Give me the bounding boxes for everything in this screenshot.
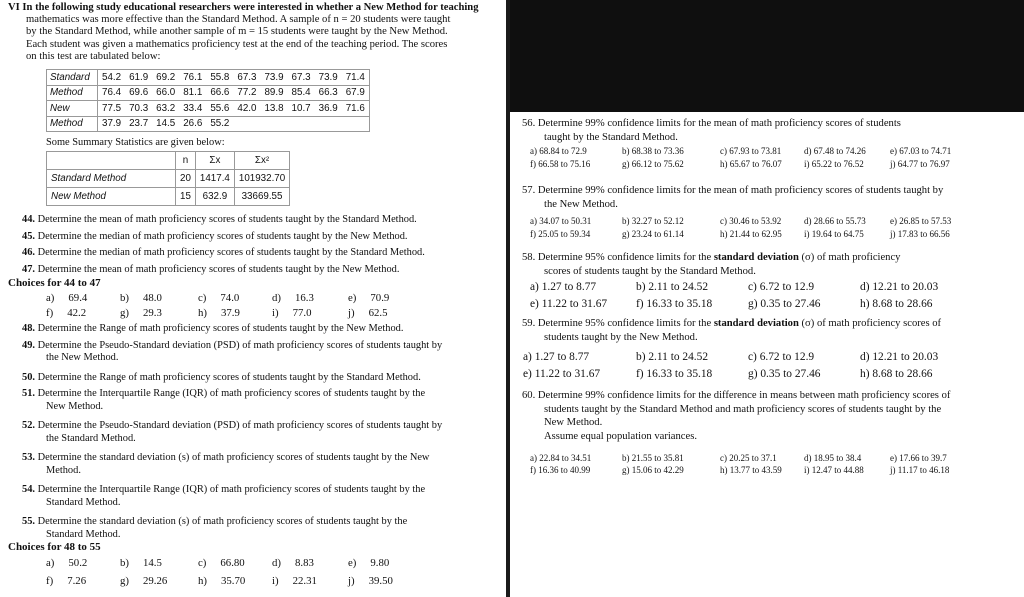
question-number: 44. [22,214,35,225]
section-title-text: VI In the following study educational researchers were interested in whether a New Method for teaching [8,2,479,13]
score-cell: 55.8 [206,70,233,86]
question-number: 45. [22,230,35,242]
intro-line: mathematics was more effective than the Standard Method. A sample of n = 20 students were taught [26,14,451,26]
score-cell: 76.1 [179,70,206,86]
score-cell: 77.5 [98,101,126,117]
answer-option: e) 17.66 to 39.7 [890,453,947,463]
question-line: 56. Determine 99% confidence limits for the mean of math proficiency scores of students [522,118,901,129]
summary-header: n [176,152,196,170]
score-cell [288,116,315,132]
score-cell: 10.7 [288,101,315,117]
score-cell: 66.3 [315,85,342,101]
score-cell: 37.9 [98,116,126,132]
choice-item [46,575,86,587]
question-continuation: Standard Method. [46,496,121,508]
score-cell: 55.6 [206,101,233,117]
answer-option: h) 8.68 to 28.66 [860,368,933,380]
answer-option: e) 11.22 to 31.67 [523,368,601,380]
question-number: 51. [22,388,35,399]
question-text [522,251,1018,278]
score-cell: 81.1 [179,85,206,101]
choice-letter: f) [46,307,54,319]
choice-value: 8.83 [295,557,314,569]
choice-letter: a) [46,557,55,569]
choice-item [272,307,312,319]
question-line: students taught by the New Method. [544,331,698,343]
question-continuation: Standard Method. [46,528,121,540]
answer-option: b) 2.11 to 24.52 [636,281,709,293]
choice-value: 22.31 [292,575,317,587]
choices-48-55-title: Choices for 48 to 55 [8,541,101,553]
question-line: 59. Determine 95% confidence limits for the standard deviation (σ) of math proficiency scores of [522,318,942,329]
choice-item [120,575,167,587]
choice-letter: h) [198,307,207,319]
choice-item [46,307,86,319]
summary-header: Σx² [234,152,289,170]
question-line: scores of students taught by the Standard Method. [544,265,756,277]
question-number: 50. [22,371,35,383]
question-line: 60. Determine 99% confidence limits for the difference in means between math proficiency scores of [522,390,951,401]
question-item: 54. Determine the Interquartile Range (IQR) of math proficiency scores of students taught by the Standard Method. [22,484,500,509]
score-cell: 13.8 [260,101,287,117]
score-cell: 23.7 [125,116,152,132]
score-cell [315,116,342,132]
score-cell: 42.0 [233,101,260,117]
answer-option: g) 23.24 to 61.14 [622,229,684,239]
question-number: 49. [22,339,35,351]
answer-option: b) 68.38 to 73.36 [622,146,684,156]
score-cell: 55.2 [206,116,233,132]
choice-item [120,292,162,304]
question-text [522,184,1018,211]
choice-item [348,575,393,587]
intro-line: by the Standard Method, while another sample of m = 15 students were taught by the New Method. [26,26,448,38]
choice-item [272,557,314,569]
choice-letter: g) [120,575,129,587]
answer-option: f) 66.58 to 75.16 [530,159,591,169]
summary-sum-x: 632.9 [195,188,234,206]
summary-sum-x2: 101932.70 [234,170,289,188]
choice-item [198,292,239,304]
scores-row [47,116,370,132]
choice-value: 42.2 [67,307,87,319]
answer-option: a) 22.84 to 34.51 [530,453,592,463]
choice-value: 77.0 [292,307,312,319]
choice-letter: c) [198,557,207,569]
question-text [522,117,1018,144]
choice-item [198,307,240,319]
question-line: the New Method. [544,198,618,210]
summary-row-label: Standard Method [47,170,176,188]
scores-row [47,70,370,86]
score-cell [342,116,370,132]
choice-item [198,557,245,569]
question-item: 46. Determine the median of math proficiency scores of students taught by the Standard Method. [22,247,425,258]
answer-option: h) 21.44 to 62.95 [720,229,782,239]
answer-option: a) 68.84 to 72.9 [530,146,587,156]
choice-letter: d) [272,557,281,569]
emphasis: standard deviation [713,252,799,263]
choice-letter: e) [348,557,357,569]
choice-letter: g) [120,307,129,319]
answer-option: f) 16.33 to 35.18 [636,298,713,310]
answer-option: b) 21.55 to 35.81 [622,453,684,463]
intro-lines [8,14,498,63]
summary-sum-x2: 33669.55 [234,188,289,206]
answer-option: i) 19.64 to 64.75 [804,229,864,239]
choice-item [272,575,317,587]
row-label: New [47,101,98,117]
answer-option: c) 6.72 to 12.9 [748,281,815,293]
score-cell: 69.6 [125,85,152,101]
answer-option: g) 66.12 to 75.62 [622,159,684,169]
question-text [522,389,1018,443]
dark-background-area [510,0,1024,112]
score-cell: 54.2 [98,70,126,86]
left-page [0,0,506,597]
question-line: New Method. [544,417,603,428]
choice-value: 62.5 [368,307,388,319]
answer-option: g) 0.35 to 27.46 [748,298,821,310]
question-line: 57. Determine 99% confidence limits for the mean of math proficiency scores of students taught by [522,185,944,196]
answer-option: g) 0.35 to 27.46 [748,368,821,380]
answer-option: j) 17.83 to 66.56 [890,229,950,239]
score-cell: 67.3 [233,70,260,86]
scores-row [47,101,370,117]
answer-option: f) 16.33 to 35.18 [636,368,713,380]
score-cell: 67.9 [342,85,370,101]
answer-option: b) 2.11 to 24.52 [636,351,709,363]
answer-option: b) 32.27 to 52.12 [622,216,684,226]
score-cell: 76.4 [98,85,126,101]
emphasis: standard deviation [713,318,799,329]
choices-44-47-title: Choices for 44 to 47 [8,277,101,289]
score-cell: 73.9 [260,70,287,86]
row-label: Method [47,116,98,132]
choice-letter: f) [46,575,54,587]
score-cell: 89.9 [260,85,287,101]
question-number: 52. [22,420,35,431]
question-number: 47. [22,263,35,275]
score-cell: 61.9 [125,70,152,86]
answer-option: f) 16.36 to 40.99 [530,465,591,475]
answer-option: c) 30.46 to 53.92 [720,216,782,226]
score-cell: 70.3 [125,101,152,117]
question-continuation: the New Method. [46,352,119,363]
choice-value: 39.50 [368,575,393,587]
answer-option: j) 11.17 to 46.18 [890,465,950,475]
question-continuation: New Method. [46,400,104,412]
question-item: 49. Determine the Pseudo-Standard deviation (PSD) of math proficiency scores of students taught by the New Method. [22,340,500,365]
question-number: 48. [22,323,35,334]
choice-value: 37.9 [221,307,240,319]
choice-letter: d) [272,292,281,304]
choice-letter: i) [272,307,279,319]
score-cell: 63.2 [152,101,179,117]
choice-value: 16.3 [295,292,314,304]
intro-paragraph [8,2,498,63]
question-line: taught by the Standard Method. [544,131,678,143]
answer-option: e) 67.03 to 74.71 [890,146,952,156]
choice-value: 70.9 [370,292,390,304]
question-item: 51. Determine the Interquartile Range (IQR) of math proficiency scores of students taught by the New Method. [22,388,500,413]
score-cell: 67.3 [288,70,315,86]
choice-item [46,292,87,304]
question-item: 50. Determine the Range of math proficiency scores of students taught by the Standard Method. [22,371,421,383]
scores-row [47,85,370,101]
summary-row-label: New Method [47,188,176,206]
choice-letter: a) [46,292,55,304]
question-number: 55. [22,516,35,527]
question-text [522,317,1018,344]
choice-value: 50.2 [68,557,88,569]
question-line: 58. Determine 95% confidence limits for the standard deviation (σ) of math proficiency [522,252,901,263]
choice-item [198,575,245,587]
answer-option: a) 34.07 to 50.31 [530,216,592,226]
summary-n: 15 [176,188,196,206]
choice-item [46,557,87,569]
choice-item [120,307,162,319]
question-item: 55. Determine the standard deviation (s) of math proficiency scores of students taught by the Standard Method. [22,516,500,541]
choice-letter: j) [348,575,355,587]
summary-n: 20 [176,170,196,188]
score-cell [260,116,287,132]
section-title [8,2,498,14]
answer-option: h) 13.77 to 43.59 [720,465,782,475]
summary-statistics-table [46,151,290,206]
score-cell: 66.6 [206,85,233,101]
choice-value: 29.26 [143,575,168,587]
question-number: 53. [22,452,35,463]
choice-item [120,557,162,569]
question-item: 48. Determine the Range of math proficiency scores of students taught by the New Method. [22,323,404,334]
summary-sum-x: 1417.4 [195,170,234,188]
intro-line: on this test are tabulated below: [26,50,161,62]
choice-value: 69.4 [68,292,88,304]
choice-letter: c) [198,292,207,304]
choice-value: 35.70 [221,575,246,587]
choice-letter: j) [348,307,355,319]
score-cell: 33.4 [179,101,206,117]
answer-option: i) 12.47 to 44.88 [804,465,864,475]
answer-option: c) 20.25 to 37.1 [720,453,777,463]
question-item: 45. Determine the median of math proficiency scores of students taught by the New Method. [22,230,408,242]
score-cell: 69.2 [152,70,179,86]
answer-option: c) 67.93 to 73.81 [720,146,782,156]
answer-option: a) 1.27 to 8.77 [523,351,590,363]
answer-option: j) 64.77 to 76.97 [890,159,950,169]
score-cell: 26.6 [179,116,206,132]
row-label: Standard [47,70,98,86]
answer-option: h) 8.68 to 28.66 [860,298,933,310]
answer-option: a) 1.27 to 8.77 [530,281,597,293]
question-number: 54. [22,484,35,495]
answer-option: i) 65.22 to 76.52 [804,159,864,169]
choice-value: 7.26 [67,575,87,587]
score-cell [233,116,260,132]
choice-letter: b) [120,557,129,569]
answer-option: d) 67.48 to 74.26 [804,146,866,156]
summary-header: Σx [195,152,234,170]
question-item: 44. Determine the mean of math proficiency scores of students taught by the Standard Method. [22,214,417,225]
answer-option: d) 12.21 to 20.03 [860,281,939,293]
answer-option: g) 15.06 to 42.29 [622,465,684,475]
choice-value: 74.0 [220,292,240,304]
choice-letter: e) [348,292,357,304]
score-cell: 71.4 [342,70,370,86]
choice-item [348,557,389,569]
choice-value: 14.5 [143,557,162,569]
question-number: 46. [22,247,35,258]
question-item: 47. Determine the mean of math proficiency scores of students taught by the New Method. [22,263,400,275]
score-cell: 73.9 [315,70,342,86]
question-item: 52. Determine the Pseudo-Standard deviation (PSD) of math proficiency scores of students taught by the Standard Method. [22,420,500,445]
score-cell: 85.4 [288,85,315,101]
choice-item [272,292,314,304]
choice-letter: i) [272,575,279,587]
choice-value: 9.80 [370,557,390,569]
answer-option: d) 28.66 to 55.73 [804,216,866,226]
question-continuation: the Standard Method. [46,432,136,444]
answer-option: f) 25.05 to 59.34 [530,229,591,239]
answer-option: h) 65.67 to 76.07 [720,159,782,169]
choice-value: 29.3 [143,307,162,319]
answer-option: d) 12.21 to 20.03 [860,351,939,363]
choice-value: 66.80 [220,557,245,569]
question-line: students taught by the Standard Method and math proficiency scores of students taught by the [544,403,942,415]
choice-letter: h) [198,575,207,587]
answer-option: d) 18.95 to 38.4 [804,453,862,463]
intro-line: Each student was given a mathematics proficiency test at the end of the teaching period. The scores [26,38,448,50]
answer-option: e) 11.22 to 31.67 [530,298,608,310]
answer-option: e) 26.85 to 57.53 [890,216,952,226]
summary-header-blank [47,152,176,170]
choice-item [348,292,389,304]
summary-caption: Some Summary Statistics are given below: [46,137,225,148]
score-cell: 66.0 [152,85,179,101]
score-cell: 77.2 [233,85,260,101]
question-line: Assume equal population variances. [544,430,697,442]
score-cell: 36.9 [315,101,342,117]
choice-letter: b) [120,292,129,304]
score-cell: 71.6 [342,101,370,117]
answer-option: c) 6.72 to 12.9 [748,351,815,363]
scores-table [46,69,370,132]
choice-item [348,307,388,319]
question-item: 53. Determine the standard deviation (s) of math proficiency scores of students taught by the New Method. [22,452,500,477]
row-label: Method [47,85,98,101]
score-cell: 14.5 [152,116,179,132]
question-continuation: Method. [46,464,81,476]
choice-value: 48.0 [143,292,162,304]
